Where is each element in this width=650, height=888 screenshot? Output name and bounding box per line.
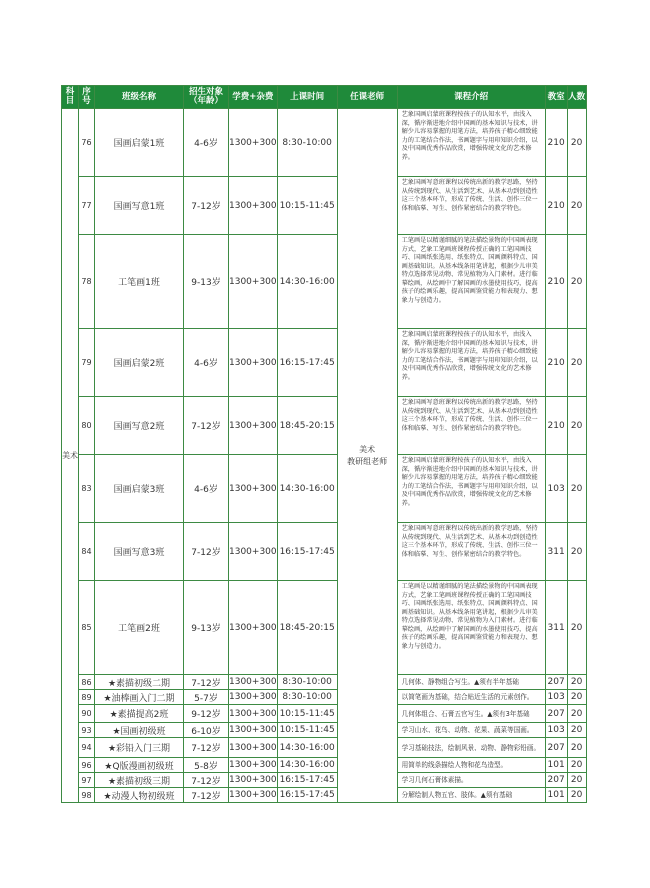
table-row <box>62 675 587 690</box>
age-range: 7-12岁 <box>184 788 229 803</box>
row-no: 90 <box>79 705 95 723</box>
course-intro: 艺象国画启蒙班课程按孩子的认知水平，由浅入深，循序渐进地介绍中国画的基本知识与技术，讲解少儿容易掌握的用笔方法，培养孩子精心细致能力的工笔结合作法，书画题字与用印知识介绍，以及中国画优秀作品欣赏，增强传统文化的艺术修养。 <box>397 329 545 397</box>
class-name: ★彩铅入门三期 <box>95 738 184 758</box>
course-intro: 分解绘制人物五官、肢体。▲须有基础 <box>397 788 545 803</box>
room: 210 <box>545 235 567 329</box>
class-time: 18:45-20:15 <box>277 397 337 455</box>
class-name: 国画写意1班 <box>95 177 184 235</box>
age-range: 5-8岁 <box>184 758 229 773</box>
fee: 1300+300 <box>229 723 278 738</box>
class-name: 国画写意2班 <box>95 397 184 455</box>
row-no: 77 <box>79 177 95 235</box>
age-range: 6-10岁 <box>184 723 229 738</box>
course-intro: 几何体、静物组合写生。▲须有半年基础 <box>397 675 545 690</box>
course-intro: 艺象国画写意班课程以传统出新的教学思路，坚持从传统到现代、从生活到艺术、从基本功到创造性这三个基本环节，形成了传统、生活、创作三位一体和临摹、写生、创作紧密结合的教学特色。 <box>397 397 545 455</box>
course-intro: 学习基础技法，绘制风景、动物、静物彩铅画。 <box>397 738 545 758</box>
room: 210 <box>545 397 567 455</box>
row-no: 89 <box>79 690 95 705</box>
capacity: 20 <box>567 738 586 758</box>
room: 210 <box>545 109 567 177</box>
course-intro: 工笔画是以精谨细腻的笔法描绘景物的中国画表现方式，艺象工笔画班课程传授正确的工笔国画技巧、国画纸张选用、纸张特点、国画颜料特点、国画基础知识。从基本线条用笔讲起，根据少儿审美特点选择常见动物、常见植物为入门素材。进行临摹绘画，从绘画中了解国画的水墨使用技巧，提高孩子的绘画乐趣，提高国画鉴赏能力和表现力、想象力与创造力。 <box>397 235 545 329</box>
header-room: 教室 <box>545 86 567 109</box>
capacity: 20 <box>567 788 586 803</box>
fee: 1300+300 <box>229 690 278 705</box>
header-subject: 科目 <box>62 86 79 109</box>
row-no: 98 <box>79 788 95 803</box>
capacity: 20 <box>567 773 586 788</box>
fee: 1300+300 <box>229 788 278 803</box>
class-time: 16:15-17:45 <box>277 523 337 581</box>
class-name: 国画写意3班 <box>95 523 184 581</box>
table-row <box>62 705 587 723</box>
row-no: 85 <box>79 581 95 675</box>
subject-cell: 美术 <box>62 109 79 803</box>
room: 210 <box>545 177 567 235</box>
room: 103 <box>545 455 567 523</box>
age-range: 7-12岁 <box>184 738 229 758</box>
fee: 1300+300 <box>229 455 278 523</box>
capacity: 20 <box>567 397 586 455</box>
row-no: 96 <box>79 758 95 773</box>
fee: 1300+300 <box>229 758 278 773</box>
class-time: 10:15-11:45 <box>277 705 337 723</box>
capacity: 20 <box>567 705 586 723</box>
table-row <box>62 738 587 758</box>
room: 207 <box>545 705 567 723</box>
age-range: 9-12岁 <box>184 705 229 723</box>
header-time: 上课时间 <box>277 86 337 109</box>
capacity: 20 <box>567 581 586 675</box>
capacity: 20 <box>567 723 586 738</box>
table-row <box>62 773 587 788</box>
room: 101 <box>545 788 567 803</box>
class-name: ★油棒画入门二期 <box>95 690 184 705</box>
fee: 1300+300 <box>229 397 278 455</box>
fee: 1300+300 <box>229 177 278 235</box>
table-row <box>62 581 587 675</box>
header-target: 招生对象（年龄） <box>184 86 229 109</box>
table-row <box>62 397 587 455</box>
age-range: 7-12岁 <box>184 397 229 455</box>
course-intro: 学习几何石膏体素描。 <box>397 773 545 788</box>
fee: 1300+300 <box>229 773 278 788</box>
capacity: 20 <box>567 109 586 177</box>
table-row <box>62 758 587 773</box>
age-range: 9-13岁 <box>184 235 229 329</box>
row-no: 93 <box>79 723 95 738</box>
age-range: 9-13岁 <box>184 581 229 675</box>
class-name: ★素描提高2班 <box>95 705 184 723</box>
age-range: 4-6岁 <box>184 109 229 177</box>
age-range: 7-12岁 <box>184 523 229 581</box>
age-range: 7-12岁 <box>184 675 229 690</box>
row-no: 94 <box>79 738 95 758</box>
teacher-line-2: 教研组老师 <box>347 456 388 466</box>
row-no: 86 <box>79 675 95 690</box>
room: 311 <box>545 523 567 581</box>
class-name: ★素描初级二期 <box>95 675 184 690</box>
header-fee: 学费+杂费 <box>229 86 278 109</box>
fee: 1300+300 <box>229 235 278 329</box>
class-time: 14:30-16:00 <box>277 758 337 773</box>
room: 207 <box>545 773 567 788</box>
class-name: 国画启蒙3班 <box>95 455 184 523</box>
row-no: 83 <box>79 455 95 523</box>
room: 103 <box>545 723 567 738</box>
capacity: 20 <box>567 690 586 705</box>
room: 207 <box>545 738 567 758</box>
row-no: 76 <box>79 109 95 177</box>
table-row <box>62 523 587 581</box>
header-class: 班级名称 <box>95 86 184 109</box>
class-time: 16:15-17:45 <box>277 329 337 397</box>
class-name: 国画启蒙1班 <box>95 109 184 177</box>
table-row <box>62 690 587 705</box>
capacity: 20 <box>567 235 586 329</box>
table-row <box>62 455 587 523</box>
room: 103 <box>545 690 567 705</box>
class-name: ★Q版漫画初级班 <box>95 758 184 773</box>
header-intro: 课程介绍 <box>397 86 545 109</box>
course-intro: 艺象国画启蒙班课程按孩子的认知水平，由浅入深，循序渐进地介绍中国画的基本知识与技术，讲解少儿容易掌握的用笔方法，培养孩子精心细致能力的工笔结合作法，书画题字与用印知识介绍，以及中国画优秀作品欣赏，增强传统文化的艺术修养。 <box>397 109 545 177</box>
fee: 1300+300 <box>229 738 278 758</box>
course-intro: 艺象国画启蒙班课程按孩子的认知水平，由浅入深，循序渐进地介绍中国画的基本知识与技术，讲解少儿容易掌握的用笔方法，培养孩子精心细致能力的工笔结合作法，书画题字与用印知识介绍，以及中国画优秀作品欣赏，增强传统文化的艺术修养。 <box>397 455 545 523</box>
class-name: 国画启蒙2班 <box>95 329 184 397</box>
table-row <box>62 788 587 803</box>
capacity: 20 <box>567 758 586 773</box>
course-intro: 以简笔画为基础，结合贴近生活的元素创作。 <box>397 690 545 705</box>
capacity: 20 <box>567 675 586 690</box>
table-row <box>62 177 587 235</box>
class-time: 8:30-10:00 <box>277 109 337 177</box>
table-row <box>62 109 587 177</box>
age-range: 5-7岁 <box>184 690 229 705</box>
row-no: 79 <box>79 329 95 397</box>
class-name: ★素描初级三期 <box>95 773 184 788</box>
course-table <box>61 85 587 803</box>
class-name: ★动漫人物初级班 <box>95 788 184 803</box>
course-intro: 工笔画是以精谨细腻的笔法描绘景物的中国画表现方式，艺象工笔画班课程传授正确的工笔国画技巧、国画纸张选用、纸张特点、国画颜料特点、国画基础知识。从基本线条用笔讲起，根据少儿审美特点选择常见动物、常见植物为入门素材。进行临摹绘画，从绘画中了解国画的水墨使用技巧，提高孩子的绘画乐趣，提高国画鉴赏能力和表现力、想象力与创造力。 <box>397 581 545 675</box>
row-no: 84 <box>79 523 95 581</box>
header-row <box>62 86 587 109</box>
fee: 1300+300 <box>229 523 278 581</box>
room: 210 <box>545 329 567 397</box>
class-time: 16:15-17:45 <box>277 788 337 803</box>
fee: 1300+300 <box>229 109 278 177</box>
class-time: 14:30-16:00 <box>277 738 337 758</box>
course-intro: 艺象国画写意班课程以传统出新的教学思路，坚持从传统到现代、从生活到艺术、从基本功到创造性这三个基本环节，形成了传统、生活、创作三位一体和临摹、写生、创作紧密结合的教学特色。 <box>397 177 545 235</box>
capacity: 20 <box>567 177 586 235</box>
class-time: 16:15-17:45 <box>277 773 337 788</box>
fee: 1300+300 <box>229 675 278 690</box>
row-no: 97 <box>79 773 95 788</box>
course-intro: 学习山水、花鸟、动物、花果、蔬菜等国画。 <box>397 723 545 738</box>
room: 311 <box>545 581 567 675</box>
fee: 1300+300 <box>229 581 278 675</box>
room: 101 <box>545 758 567 773</box>
class-name: ★国画初级班 <box>95 723 184 738</box>
class-time: 18:45-20:15 <box>277 581 337 675</box>
class-time: 14:30-16:00 <box>277 455 337 523</box>
table-row <box>62 235 587 329</box>
class-name: 工笔画1班 <box>95 235 184 329</box>
capacity: 20 <box>567 329 586 397</box>
class-time: 10:15-11:45 <box>277 723 337 738</box>
age-range: 7-12岁 <box>184 177 229 235</box>
course-intro: 用简单的线条描绘人物和花鸟造型。 <box>397 758 545 773</box>
class-time: 10:15-11:45 <box>277 177 337 235</box>
age-range: 4-6岁 <box>184 329 229 397</box>
fee: 1300+300 <box>229 705 278 723</box>
class-time: 14:30-16:00 <box>277 235 337 329</box>
header-no: 序号 <box>79 86 95 109</box>
teacher-line-1: 美术 <box>359 445 376 455</box>
capacity: 20 <box>567 523 586 581</box>
row-no: 78 <box>79 235 95 329</box>
table-row <box>62 723 587 738</box>
class-time: 8:30-10:00 <box>277 690 337 705</box>
fee: 1300+300 <box>229 329 278 397</box>
age-range: 7-12岁 <box>184 773 229 788</box>
class-name: 工笔画2班 <box>95 581 184 675</box>
table-row <box>62 329 587 397</box>
teacher-cell <box>337 109 397 803</box>
course-intro: 艺象国画写意班课程以传统出新的教学思路，坚持从传统到现代、从生活到艺术、从基本功到创造性这三个基本环节，形成了传统、生活、创作三位一体和临摹、写生、创作紧密结合的教学特色。 <box>397 523 545 581</box>
capacity: 20 <box>567 455 586 523</box>
class-time: 8:30-10:00 <box>277 675 337 690</box>
row-no: 80 <box>79 397 95 455</box>
age-range: 4-6岁 <box>184 455 229 523</box>
course-intro: 几何体组合、石膏五官写生。▲须有3年基础 <box>397 705 545 723</box>
header-teacher: 任课老师 <box>337 86 397 109</box>
room: 207 <box>545 675 567 690</box>
header-count: 人数 <box>567 86 586 109</box>
